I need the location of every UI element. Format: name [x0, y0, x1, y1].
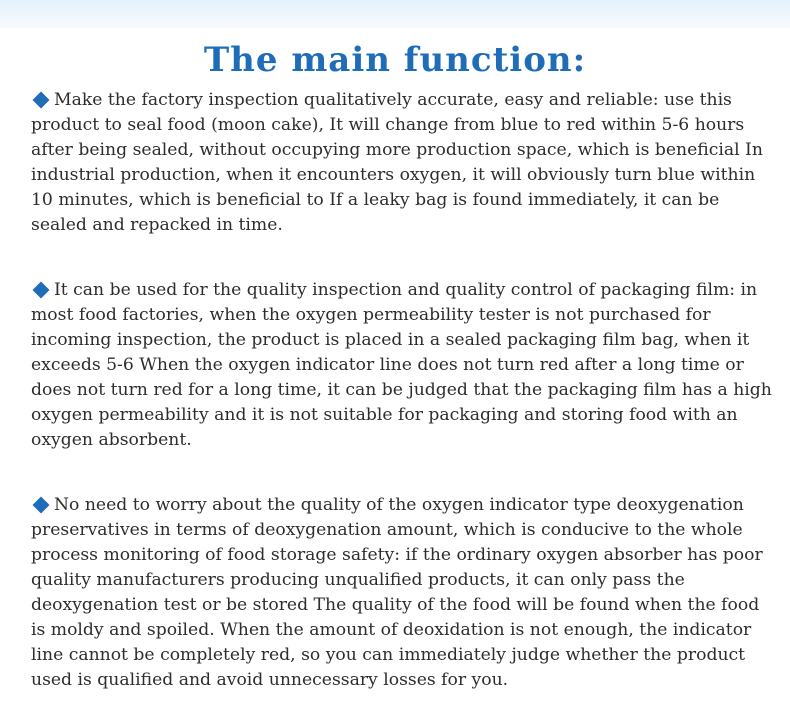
- function-paragraph-3: [31, 493, 776, 693]
- paragraph-text: Make the factory inspection qualitatively accurate, easy and reliable: use this product to seal food (moon cake), It will change from blue to red within 5-6 hours after being sealed, without occupying more production space, which is beneficial In industrial production, when it encounters oxygen, it will obviously turn blue within 10 minutes, which is beneficial to If a leaky bag is found immediately, it can be sealed and repacked in time.: [31, 90, 763, 235]
- paragraph-text: No need to worry about the quality of the oxygen indicator type deoxygenation preservatives in terms of deoxygenation amount, which is conducive to the whole process monitoring of food storage safety: if the ordinary oxygen absorber has poor quality manufacturers producing unqualified products, it can only pass the deoxygenation test or be stored The quality of the food will be found when the food is moldy and spoiled. When the amount of deoxidation is not enough, the indicator line cannot be completely red, so you can immediately judge whether the product used is qualified and avoid unnecessary losses for you.: [31, 495, 763, 690]
- diamond-bullet-icon: [33, 497, 50, 514]
- top-banner-strip: [0, 0, 790, 28]
- function-paragraph-1: [31, 88, 776, 238]
- function-paragraph-2: [31, 278, 776, 453]
- diamond-bullet-icon: [33, 92, 50, 109]
- diamond-bullet-icon: [33, 282, 50, 299]
- paragraph-text: It can be used for the quality inspection and quality control of packaging film: in most food factories, when the oxygen permeability tester is not purchased for incoming inspection, the product is placed in a sealed packaging film bag, when it exceeds 5-6 When the oxygen indicator line does not turn red after a long time or does not turn red for a long time, it can be judged that the packaging film has a high oxygen permeability and it is not suitable for packaging and storing food with an oxygen absorbent.: [31, 280, 772, 450]
- page-title: The main function:: [203, 40, 587, 80]
